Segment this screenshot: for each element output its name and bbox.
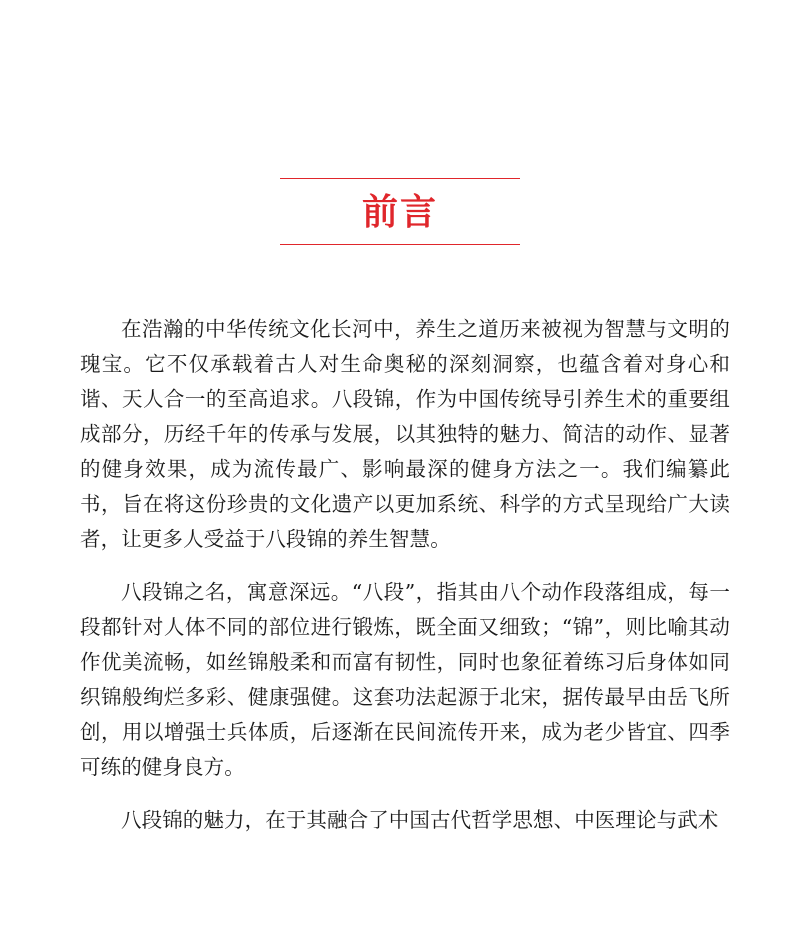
paragraph-2: 八段锦之名，寓意深远。“八段”，指其由八个动作段落组成，每一段都针对人体不同的部位进行锻炼，既全面又细致；“锦”，则比喻其动作优美流畅，如丝锦般柔和而富有韧性，同时也象征着练习后身体如同织锦般绚烂多彩、健康强健。这套功法起源于北宋，据传最早由岳飞所创，用以增强士兵体质，后逐渐在民间流传开来，成为老少皆宜、四季可练的健身良方。 [80,580,730,779]
page-title: 前言 [361,191,438,233]
title-block [0,178,800,248]
body-text [80,312,730,856]
title-bottom-rule [280,244,520,245]
title-top-rule [280,178,520,179]
paragraph-3: 八段锦的魅力，在于其融合了中国古代哲学思想、中医理论与武术 [121,808,719,832]
paragraph-1: 在浩瀚的中华传统文化长河中，养生之道历来被视为智慧与文明的瑰宝。它不仅承载着古人对生命奥秘的深刻洞察，也蕴含着对身心和谐、天人合一的至高追求。八段锦，作为中国传统导引养生术的重要组成部分，历经千年的传承与发展，以其独特的魅力、简洁的动作、显著的健身效果，成为流传最广、影响最深的健身方法之一。我们编纂此书，旨在将这份珍贵的文化遗产以更加系统、科学的方式呈现给广大读者，让更多人受益于八段锦的养生智慧。 [80,317,730,551]
